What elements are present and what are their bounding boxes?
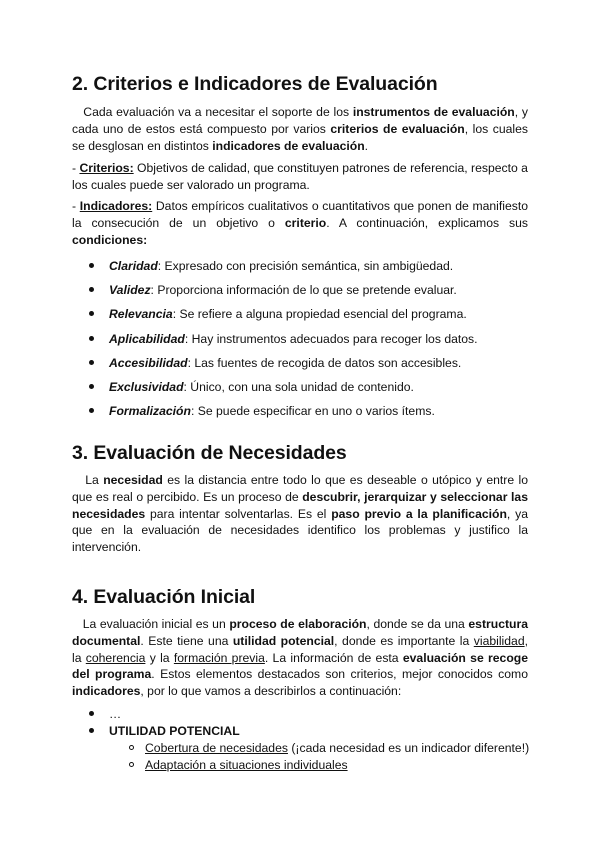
section-2-heading: 2. Criterios e Indicadores de Evaluación [72, 73, 438, 95]
section-3-paragraph: La necesidad es la distancia entre todo lo que es deseable o utópico y entre lo que es real o percibido. Es un proceso de descubrir, jerarquizar y seleccionar las necesidades para intentar solventarlas. Es el paso previo a la planificación, ya que en la evaluación de necesidades identifico los problemas y justifico la intervención. [72, 473, 528, 555]
section-2-intro: Cada evaluación va a necesitar el soporte de los instrumentos de evaluación, y cada uno de estos está compuesto por varios criterios de evaluación, los cuales se desglosan en distintos indicadores de evaluación. [72, 105, 528, 153]
list-item: Formalización: Se puede especificar en uno o varios ítems. [72, 403, 528, 427]
utilidad-sublist [72, 740, 528, 773]
conditions-list [72, 258, 528, 427]
sublist-item [72, 757, 528, 774]
list-item: Relevancia: Se refiere a alguna propiedad esencial del programa. [72, 306, 528, 330]
list-item: Aplicabilidad: Hay instrumentos adecuados para recoger los datos. [72, 331, 528, 355]
section-3-heading: 3. Evaluación de Necesidades [72, 442, 347, 464]
section-4-paragraph: La evaluación inicial es un proceso de elaboración, donde se da una estructura documental. Este tiene una utilidad potencial, donde es importante la viabilidad, la coherencia y la formación previa. La información de esta evaluación se recoge del programa. Estos elementos destacados son criterios, mejor conocidos como indicadores, por lo que vamos a describirlos a continuación: [72, 617, 528, 699]
list-item-ellipsis: … [72, 706, 528, 723]
section-4-heading: 4. Evaluación Inicial [72, 586, 256, 608]
list-item: Claridad: Expresado con precisión semántica, sin ambigüedad. [72, 258, 528, 282]
list-item: Exclusividad: Único, con una sola unidad de contenido. [72, 379, 528, 403]
sublist-item: Cobertura de necesidades (¡cada necesidad es un indicador diferente!) [72, 740, 528, 757]
criterios-definition: - Criterios: Objetivos de calidad, que constituyen patrones de referencia, respecto a los cuales puede ser valorado un programa. [72, 161, 528, 192]
adaptacion-link[interactable]: Adaptación a situaciones individuales [145, 757, 348, 772]
list-item: Accesibilidad: Las fuentes de recogida de datos son accesibles. [72, 355, 528, 379]
cobertura-link[interactable]: Cobertura de necesidades [145, 741, 288, 755]
indicadores-definition: - Indicadores: Datos empíricos cualitativos o cuantitativos que ponen de manifiesto la consecución de un objetivo o criterio. A continuación, explicamos sus condiciones: [72, 199, 528, 247]
indicators-list [72, 706, 528, 740]
list-item: Validez: Proporciona información de lo que se pretende evaluar. [72, 282, 528, 306]
list-item-utilidad-potencial: UTILIDAD POTENCIAL [72, 723, 528, 740]
